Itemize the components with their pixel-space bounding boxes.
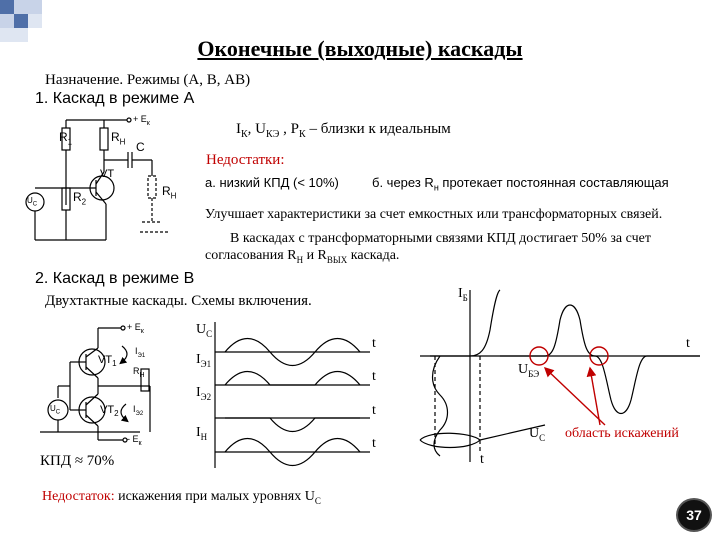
efficiency-label: КПД ≈ 70%: [40, 453, 115, 469]
transformer-line-1: В каскадах с трансформаторными связями КПД достигает 50% за счет: [230, 231, 651, 246]
label-rh-b: $R_Н$: [133, 366, 145, 379]
waveform-t-3: t: [372, 403, 376, 418]
purpose-line: Назначение. Режимы (А, В, АВ): [45, 72, 251, 88]
char-label-uc: $U_С$: [529, 426, 546, 443]
waveform-label-ih: $I_Н$: [196, 425, 208, 442]
label-ie1-circuit: $I_{Э1}$: [135, 346, 146, 359]
label-r1: $R_1$: [59, 130, 73, 147]
waveform-label-ie2: $I_{Э2}$: [196, 385, 212, 402]
label-ek-a: + $E_к$: [133, 114, 150, 127]
char-label-ib: $I_Б$: [458, 286, 468, 303]
push-pull-heading: Двухтактные каскады. Схемы включения.: [45, 293, 312, 309]
waveform-label-ie1: $I_{Э1}$: [196, 352, 212, 369]
label-r2: $R_2$: [73, 190, 87, 207]
disadvantage-a: а. низкий КПД (< 10%): [205, 175, 339, 190]
label-uc-b: $U_C$: [50, 404, 61, 416]
label-ek-minus: - $E_к$: [127, 434, 142, 447]
slide-title: Оконечные (выходные) каскады: [197, 36, 523, 61]
label-rh: $R_Н$: [111, 130, 126, 147]
waveform-label-uc: $U_C$: [196, 322, 213, 339]
disadvantage-b: б. через $R_н$ протекает постоянная составляющая: [372, 175, 669, 193]
label-ek-plus: + $E_к$: [127, 322, 144, 335]
improvement-text: Улучшает характеристики за счет емкостных или трансформаторных связей.: [205, 207, 663, 222]
waveform-t-1: t: [372, 336, 376, 351]
page-number-badge: 37: [676, 498, 712, 532]
label-rh-load: $R_Н$: [162, 184, 177, 201]
distortion-area-label: область искажений: [565, 426, 679, 441]
waveform-t-2: t: [372, 369, 376, 384]
drawback-line: Недостаток: искажения при малых уровнях $U_С$: [42, 489, 321, 506]
label-ie2-circuit: $I_{Э2}$: [133, 404, 144, 417]
disadvantages-heading: Недостатки:: [206, 152, 285, 168]
label-vt1: $VT_1$: [98, 354, 117, 369]
label-vt2: $VT_2$: [100, 404, 119, 419]
char-label-ube: $U_{БЭ}$: [518, 362, 540, 379]
section-mode-b: 2. Каскад в режиме В: [35, 270, 195, 287]
section-mode-a: 1. Каскад в режиме А: [35, 90, 195, 107]
char-label-t-top: t: [686, 336, 690, 351]
waveform-t-4: t: [372, 436, 376, 451]
char-label-t-bottom: t: [480, 452, 484, 467]
properties-line: $I_К$, $U_{КЭ}$ , $P_К$ – близки к идеальным: [236, 121, 451, 140]
transformer-line-2: согласования $R_Н$ и $R_{ВЫХ}$ каскада.: [205, 248, 400, 265]
label-uc-a: $U_C$: [27, 196, 38, 208]
label-c: C: [136, 140, 145, 154]
label-vt: VT: [100, 168, 115, 180]
